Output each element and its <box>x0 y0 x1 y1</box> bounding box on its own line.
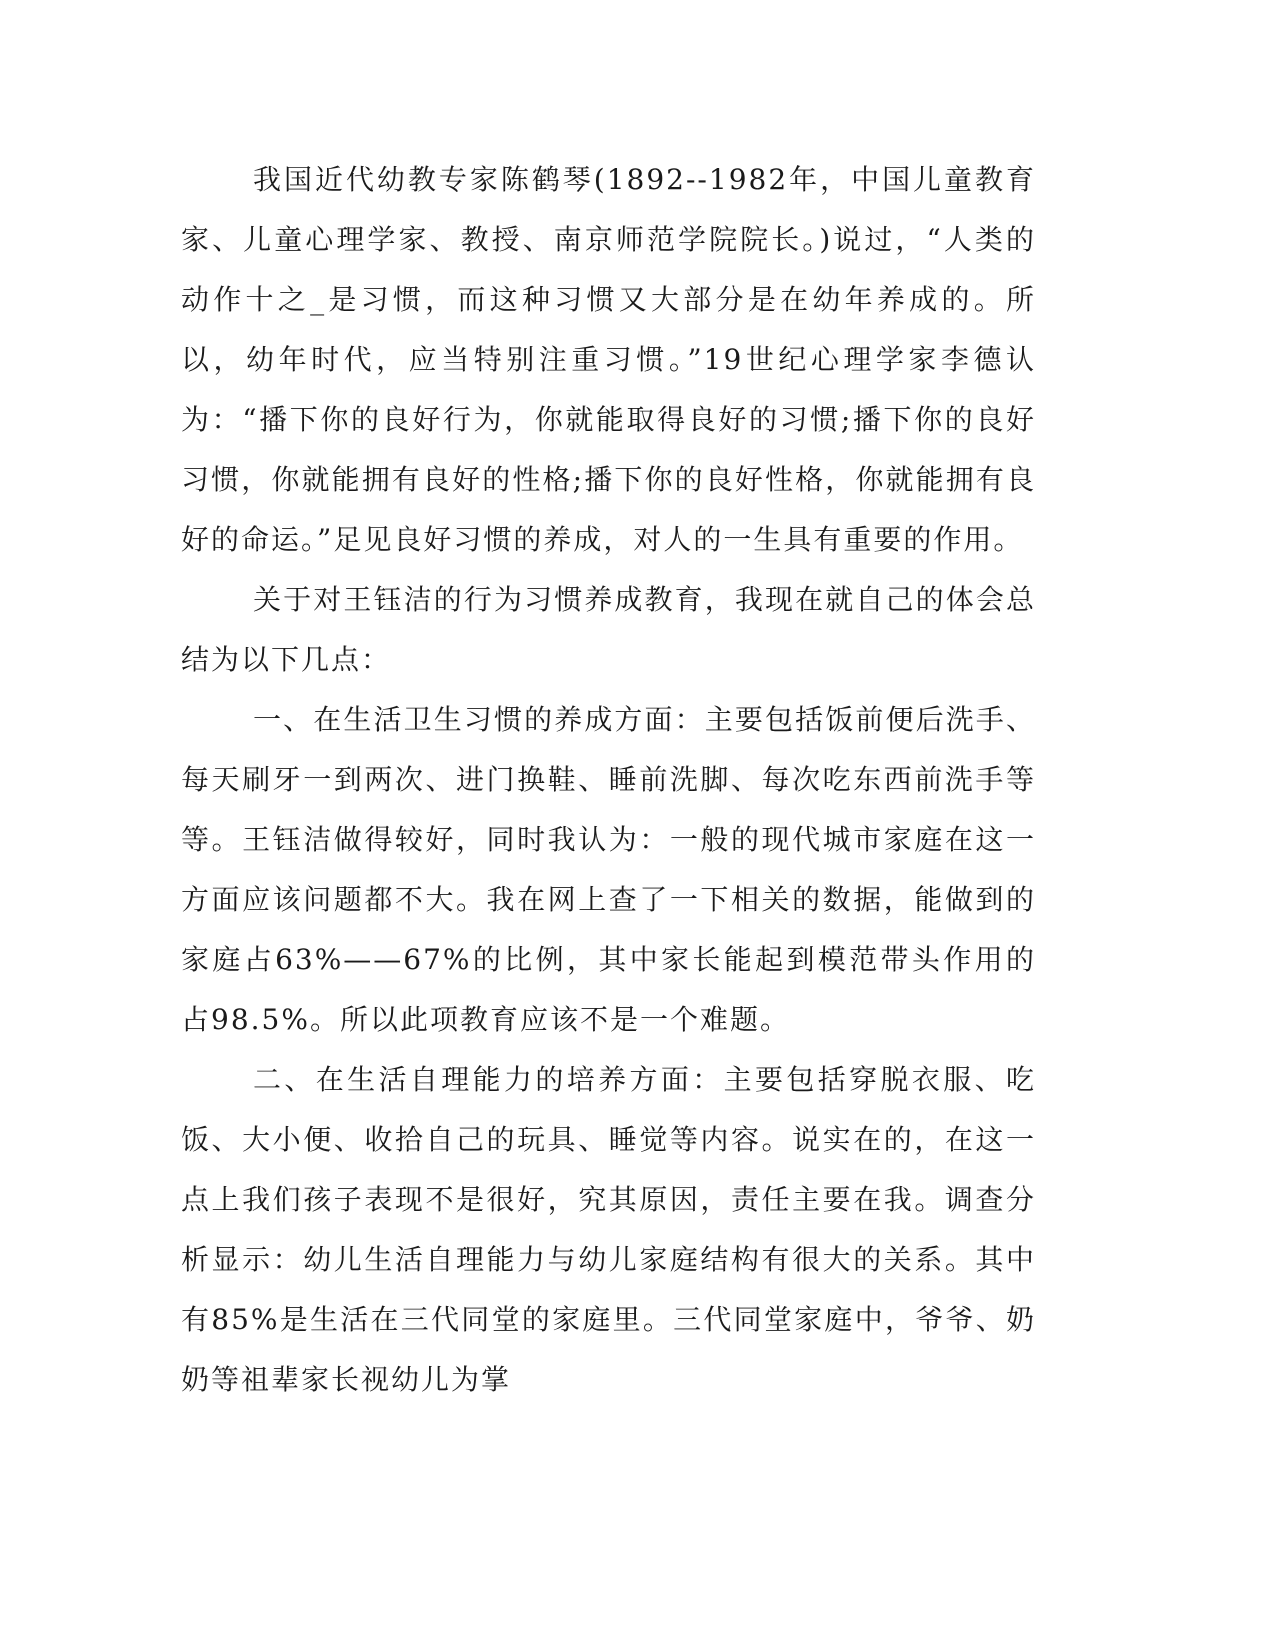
paragraph-hygiene-habits: 一、在生活卫生习惯的养成方面：主要包括饭前便后洗手、每天刷牙一到两次、进门换鞋、睡前洗脚、每次吃东西前洗手等等。王钰洁做得较好，同时我认为：一般的现代城市家庭在这一方面应该问题都不大。我在网上查了一下相关的数据，能做到的家庭占63%——67%的比例，其中家长能起到模范带头作用的占98.5%。所以此项教育应该不是一个难题。 <box>181 703 1036 1036</box>
paragraph-intro-summary: 关于对王钰洁的行为习惯养成教育，我现在就自己的体会总结为以下几点： <box>181 583 1036 676</box>
paragraph-chen-heqin-quote: 我国近代幼教专家陈鹤琴(1892--1982年，中国儿童教育家、儿童心理学家、教授、南京师范学院院长。)说过，“人类的动作十之_是习惯，而这种习惯又大部分是在幼年养成的。所以，幼年时代，应当特别注重习惯。”19世纪心理学家李德认为：“播下你的良好行为，你就能取得良好的习惯;播下你的良好习惯，你就能拥有良好的性格;播下你的良好性格，你就能拥有良好的命运。”足见良好习惯的养成，对人的一生具有重要的作用。 <box>181 163 1036 556</box>
paragraph-self-care-ability: 二、在生活自理能力的培养方面：主要包括穿脱衣服、吃饭、大小便、收拾自己的玩具、睡觉等内容。说实在的，在这一点上我们孩子表现不是很好，究其原因，责任主要在我。调查分析显示：幼儿生活自理能力与幼儿家庭结构有很大的关系。其中有85%是生活在三代同堂的家庭里。三代同堂家庭中，爷爷、奶奶等祖辈家长视幼儿为掌 <box>181 1063 1036 1396</box>
document-body <box>181 150 1036 1410</box>
